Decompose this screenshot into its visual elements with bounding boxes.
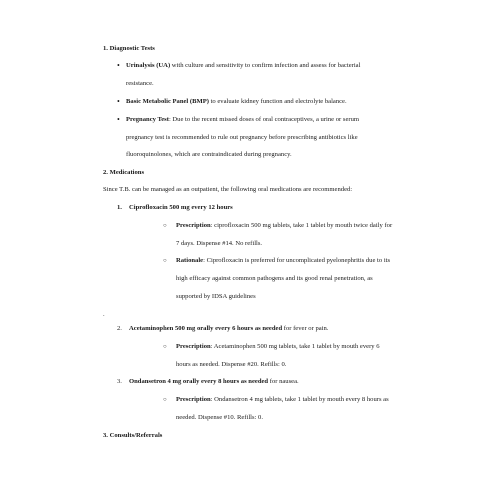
sub-item-continuation: high efficacy against common pathogens and its good renal penetration, as (176, 275, 373, 282)
section-heading-diagnostic-tests: 1. Diagnostic Tests (103, 45, 155, 52)
circle-bullet-icon: ○ (163, 223, 167, 229)
sub-item-prescription: Prescription: Ondansetron 4 mg tablets, take 1 tablet by mouth every 8 hours as (176, 396, 389, 403)
stray-period: . (103, 311, 105, 318)
list-item-pregnancy-test: Pregnancy Test: Due to the recent missed doses of oral contraceptives, a urine or serum (126, 116, 359, 123)
bullet-icon: • (117, 115, 120, 124)
section-heading-consults-referrals: 3. Consults/Referrals (103, 432, 163, 439)
medications-intro: Since T.B. can be managed as an outpatient, the following oral medications are recommended: (103, 186, 353, 193)
list-item-continuation: resistance. (126, 80, 154, 87)
circle-bullet-icon: ○ (163, 258, 167, 264)
sub-item-prescription: Prescription: Acetaminophen 500 mg tablets, take 1 tablet by mouth every 6 (176, 343, 380, 350)
sub-item-rationale: Rationale: Ciprofloxacin is preferred for uncomplicated pyelonephritis due to its (176, 257, 391, 264)
sub-item-prescription: Prescription: ciprofloxacin 500 mg tablets, take 1 tablet by mouth twice daily for (176, 222, 393, 229)
med-number: 1. (117, 204, 122, 211)
sub-item-continuation: 7 days. Dispense #14. No refills. (176, 240, 263, 247)
list-item-continuation: pregnancy test is recommended to rule out pregnancy before prescribing antibiotics like (126, 134, 358, 141)
bullet-icon: • (117, 61, 120, 70)
sub-item-continuation: supported by IDSA guidelines (176, 293, 256, 300)
circle-bullet-icon: ○ (163, 344, 167, 350)
med-title-acetaminophen: Acetaminophen 500 mg orally every 6 hours as needed for fever or pain. (129, 325, 329, 332)
med-title-ondansetron: Ondansetron 4 mg orally every 8 hours as needed for nausea. (129, 378, 299, 385)
sub-item-continuation: needed. Dispense #10. Refills: 0. (176, 414, 263, 421)
bullet-icon: • (117, 97, 120, 106)
circle-bullet-icon: ○ (163, 397, 167, 403)
list-item-continuation: fluoroquinolones, which are contraindicated during pregnancy. (126, 151, 292, 158)
med-title-ciprofloxacin: Ciprofloxacin 500 mg every 12 hours (129, 204, 233, 211)
med-number: 3. (117, 378, 122, 385)
list-item-urinalysis: Urinalysis (UA) with culture and sensitivity to confirm infection and assess for bacterial (126, 62, 361, 69)
list-item-bmp: Basic Metabolic Panel (BMP) to evaluate kidney function and electrolyte balance. (126, 98, 347, 105)
sub-item-continuation: hours as needed. Dispense #20. Refills: 0. (176, 361, 287, 368)
med-number: 2. (117, 325, 122, 332)
section-heading-medications: 2. Medications (103, 169, 145, 176)
